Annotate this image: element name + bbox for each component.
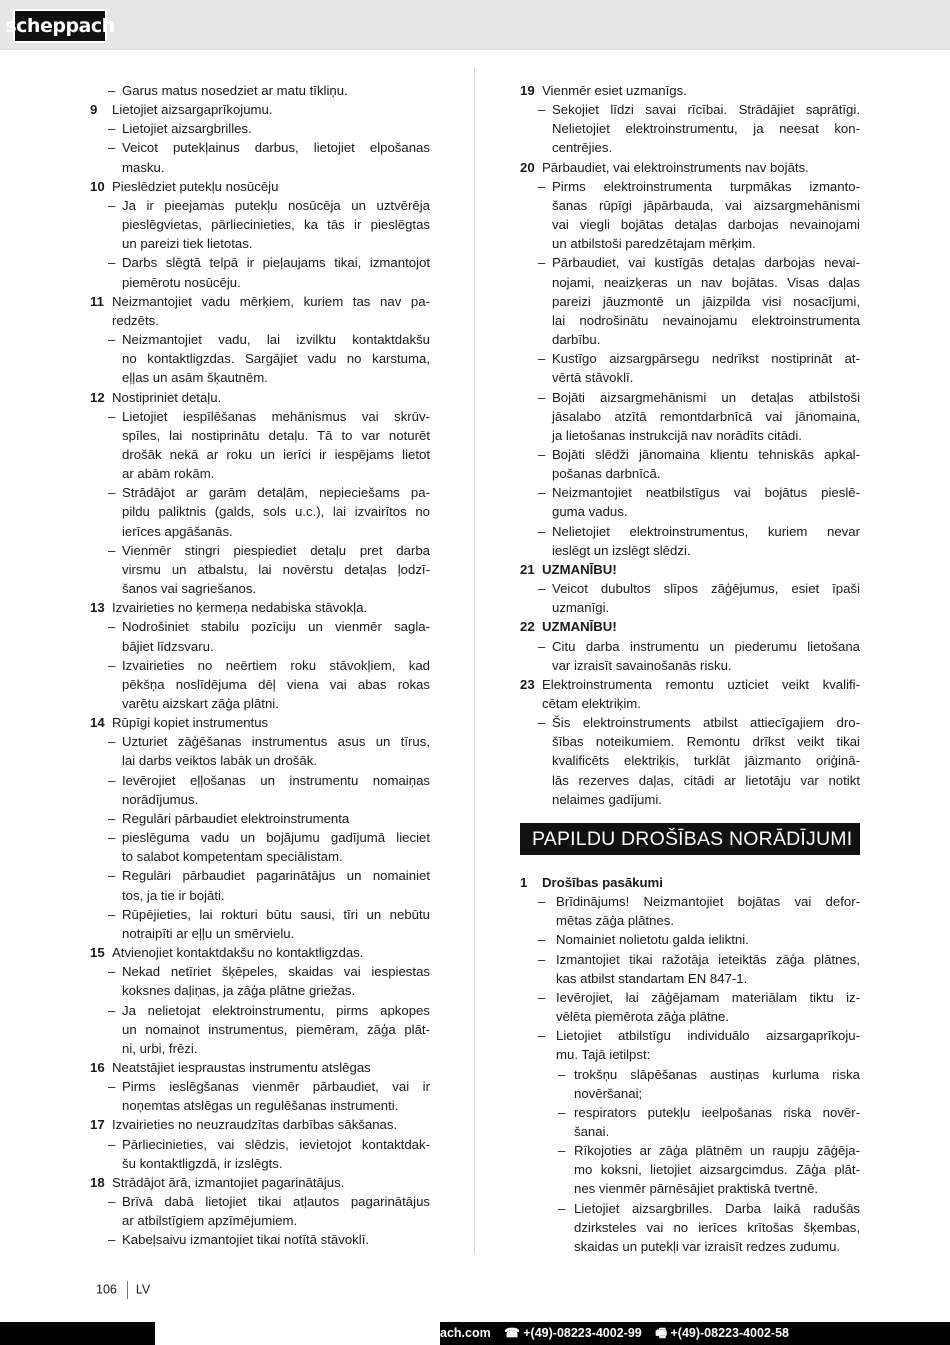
bullet-line: – Regulāri pārbaudiet elektroinstrumenta [90, 809, 430, 828]
text-line: šanai. [574, 1123, 610, 1139]
text-line: spīles, lai nostiprinātu detaļu. Tā to var noturēt [122, 427, 430, 443]
text-line: mo koksni, lietojiet aizsargcimdus. Zāģa plāt- [574, 1162, 860, 1178]
text-line: šanas rūpīgi jāpārbauda, vai aizsargmehānismi [552, 197, 860, 213]
bullet-line: – Strādājot ar garām detaļām, nepieciešams pa- [90, 483, 430, 502]
text-line: vēlēta piemērota zāģa plātne. [556, 1009, 730, 1025]
bullet-line: – Nelietojiet elektroinstrumentus, kuriem nevar [520, 522, 860, 541]
text-line: mu. Tajā ietilpst: [556, 1047, 651, 1063]
bullet-line: – Ievērojiet eļļošanas un instrumentu nomaiņas [90, 771, 430, 790]
item-number: 22 [520, 619, 535, 635]
bullet-line: – Veicot dubultos slīpos zāģējumus, esiet īpaši [520, 579, 860, 598]
item-number: 9 [90, 102, 98, 118]
text-line: novēršanai; [574, 1085, 643, 1101]
text-line: jāsalabo atzītā remontdarbnīcā vai jānomaina, [552, 408, 860, 424]
numbered-item [90, 1115, 430, 1134]
bullet-line: – respirators putekļu ieelpošanas riska novēr- [520, 1103, 860, 1122]
text-line: bājiet līdzsvaru. [122, 638, 214, 654]
text-line: pareizi jāuzmontē un jāizpilda visi nosacījumi, [552, 293, 860, 309]
text-line: norādījumus. [122, 791, 199, 807]
text-line: cētam elektriķim. [542, 696, 641, 711]
bullet-line: – Nomainiet nolietotu galda ieliktni. [520, 930, 860, 949]
text-line: pēkšņa noslīdējuma dēļ viena vai abas rokas [122, 676, 430, 692]
text-line: ierīces apgāšanās. [122, 523, 233, 539]
text-line: nes vienmēr pārnēsājiet praktiskā tvertnē. [574, 1181, 819, 1197]
item-text: Nostipriniet detaļu. [112, 389, 222, 405]
text-line: kvalificēts elektriķis, turklāt jāizmanto oriģinā- [552, 753, 860, 769]
bullet-line: – Neizmantojiet neatbilstīgus vai bojātus pieslē- [520, 483, 860, 502]
numbered-item [520, 873, 860, 892]
numbered-item [90, 292, 430, 311]
bullet-line: – Izmantojiet tikai ražotāja ieteiktās zāģa plātnes, [520, 950, 860, 969]
bullet-line: – Pārliecinieties, vai slēdzis, ievietojot kontaktdak- [90, 1135, 430, 1154]
item-text: Pārbaudiet, vai elektroinstruments nav bojāts. [542, 159, 809, 175]
item-text: Drošības pasākumi [542, 874, 663, 890]
bullet-line: – Ja ir pieejamas putekļu nosūcēja un uztvērēja [90, 196, 430, 215]
item-text: Vienmēr esiet uzmanīgs. [542, 83, 687, 98]
text-line: koksnes daļiņas, ja zāģa plātne griežas. [122, 983, 356, 999]
right-column-safety-measures [520, 873, 860, 1256]
brand-logo: scheppach [13, 9, 107, 43]
text-line: vērtā stāvoklī. [552, 370, 634, 386]
bullet-line: – Pirms ieslēgšanas vienmēr pārbaudiet, vai ir [90, 1077, 430, 1096]
bullet-line: – Kabeļsaivu izmantojiet tikai notītā stāvoklī. [90, 1230, 430, 1249]
contact-bar [0, 1322, 950, 1345]
bullet-line: – Rūpējieties, lai rokturi būtu sausi, tīri un nebūtu [90, 905, 430, 924]
bullet-line: – Regulāri pārbaudiet pagarinātājus un nomainiet [90, 866, 430, 885]
phone-number: ☎ +(49)-08223-4002-99 [504, 1326, 642, 1340]
text-line: uzmanīgi. [552, 600, 610, 616]
contact-info [440, 1322, 799, 1345]
numbered-item [90, 388, 430, 407]
left-column [90, 81, 430, 1250]
item-number: 13 [90, 600, 105, 616]
numbered-item [520, 560, 860, 579]
text-line: pošanas darbnīcā. [552, 466, 661, 482]
item-number: 19 [520, 83, 535, 98]
item-text: Atvienojiet kontaktdakšu no kontaktligzdas. [112, 945, 364, 961]
bullet-line: – Nodrošiniet stabilu pozīciju un vienmēr sagla- [90, 617, 430, 636]
item-number: 10 [90, 178, 105, 194]
text-line: šanos vai sagriešanos. [122, 581, 257, 597]
text-line: nelaimes gadījumi. [552, 791, 662, 807]
bullet-line: – Brīvā dabā lietojiet tikai atļautos pagarinātājus [90, 1192, 430, 1211]
numbered-item [520, 675, 860, 694]
bullet-line: – Izvairieties no neērtiem roku stāvokļiem, kad [90, 656, 430, 675]
fax-number: 🖷 +(49)-08223-4002-58 [655, 1326, 789, 1340]
numbered-item [520, 81, 860, 100]
bullet-line: – Pirms elektroinstrumenta turpmākas izmanto- [520, 177, 860, 196]
bullet-line: – pieslēguma vadu un bojājumu gadījumā lieciet [90, 828, 430, 847]
text-line: to salabot kompetentam speciālistam. [122, 849, 343, 865]
numbered-item [90, 598, 430, 617]
text-line: tos, ja tie ir bojāti. [122, 887, 225, 903]
item-text: UZMANĪBU! [542, 619, 617, 635]
text-line: lai nodrošinātu nevainojamu elektroinstrumenta [552, 312, 860, 328]
text-line: vai viegli bojātas detaļas darbojas nevainojami [552, 217, 860, 233]
page-number: 106 [96, 1282, 117, 1297]
item-text: UZMANĪBU! [542, 561, 617, 577]
bullet-line: – Rīkojoties ar zāģa plātnēm un raupju zāģēja- [520, 1141, 860, 1160]
text-line: Nelietojiet elektroinstrumentu, ja neesat kon- [552, 121, 860, 137]
text-line: redzēts. [112, 312, 159, 328]
numbered-item [90, 177, 430, 196]
text-line: un pareizi tiek lietotas. [122, 236, 253, 252]
text-line: lās rezerves daļas, citādi ar lietotāju var notikt [552, 772, 860, 788]
text-line: var izraisīt savainošanās risku. [552, 657, 732, 673]
text-line: eļļas un asām šķautnēm. [122, 370, 268, 386]
footer-separator [127, 1281, 128, 1299]
item-number: 1 [520, 874, 528, 890]
bullet-line: – Bojāti aizsargmehānismi un detaļas atbilstoši [520, 388, 860, 407]
bullet-line: – trokšņu slāpēšanas austiņas kurluma riska [520, 1065, 860, 1084]
text-line: ni, urbi, frēzi. [122, 1040, 198, 1056]
bullet-line: – Ievērojiet, lai zāģējamam materiālam tiktu iz- [520, 988, 860, 1007]
text-line: ja lietošanas instrukcijā nav norādīts citādi. [552, 427, 802, 443]
bullet-line: – Lietojiet aizsargbrilles. Darba laikā radušās [520, 1199, 860, 1218]
bullet-line: – Citu darba instrumentu un piederumu lietošana [520, 637, 860, 656]
bullet-line: – Vienmēr stingri piespiediet detaļu pret darba [90, 541, 430, 560]
bullet-line: – Kustīgo aizsargpārsegu nedrīkst nostiprināt at- [520, 349, 860, 368]
text-line: no kontaktligzdas. Sargājiet vadu no karstuma, [122, 351, 430, 367]
text-line: šības noteikumiem. Remontu drīkst veikt tikai [552, 734, 860, 750]
numbered-item [520, 617, 860, 636]
text-line: notraipīti ar eļļu un smērvielu. [122, 925, 295, 941]
item-number: 20 [520, 159, 535, 175]
item-number: 16 [90, 1059, 105, 1075]
right-column [520, 81, 860, 1256]
item-text: Neatstājiet iespraustas instrumentu atslēgas [112, 1059, 371, 1075]
bullet-line: – Uzturiet zāģēšanas instrumentus asus un tīrus, [90, 732, 430, 751]
numbered-item [90, 1173, 430, 1192]
column-divider [474, 68, 475, 1254]
bullet-line: – Ja nelietojat elektroinstrumentu, pirms apkopes [90, 1001, 430, 1020]
text-line: šu kontaktligzdā, ir izslēgts. [122, 1155, 283, 1171]
text-line: piemērotu nosūcēju. [122, 274, 241, 290]
bullet-line: – Neizmantojiet vadu, lai izvilktu kontaktdakšu [90, 330, 430, 349]
bullet-line: – Nekad netīriet šķēpeles, skaidas vai iespiestas [90, 962, 430, 981]
item-text: Elektroinstrumenta remontu uzticiet veikt kvalifi- [542, 676, 860, 692]
text-line: noņemtas atslēgas un regulēšanas instrumenti. [122, 1098, 399, 1114]
text-line: nojami, neaizķeras un nav bojātas. Visas daļas [552, 274, 860, 290]
text-line: centrējies. [552, 140, 613, 156]
text-line: guma vadus. [552, 504, 628, 520]
text-line: un nomainot instrumentus, piemēram, zāģa plāt- [122, 1021, 430, 1037]
bullet-line: – Brīdinājums! Neizmantojiet bojātas vai defor- [520, 892, 860, 911]
item-number: 21 [520, 561, 535, 577]
section-heading: PAPILDU DROŠĪBAS NORĀDĪJUMI [520, 823, 860, 855]
bullet-line: – Sekojiet līdzi savai rīcībai. Strādājiet saprātīgi. [520, 100, 860, 119]
text-line: ar abām rokām. [122, 466, 215, 482]
item-text: Pieslēdziet putekļu nosūcēju [112, 178, 279, 194]
numbered-item [90, 943, 430, 962]
bullet-line: – Bojāti slēdži jānomaina klientu tehniskās apkal- [520, 445, 860, 464]
item-number: 14 [90, 715, 105, 731]
language-code: LV [135, 1282, 151, 1297]
text-line: varētu aizskart zāģa plātni. [122, 696, 279, 711]
numbered-item [520, 158, 860, 177]
bullet-line: – Lietojiet atbilstīgu individuālo aizsargaprīkoju- [520, 1026, 860, 1045]
text-line: dzirksteles vai no ierīces krītošas šķembas, [574, 1219, 860, 1235]
bullet-line: – Lietojiet aizsargbrilles. [90, 119, 430, 138]
bullet-line: – Garus matus nosedziet ar matu tīkliņu. [90, 81, 430, 100]
bullet-line: – Lietojiet iespīlēšanas mehānismus vai skrūv- [90, 407, 430, 426]
item-number: 18 [90, 1174, 105, 1190]
text-line: lai darbs veiktos labāk un drošāk. [122, 753, 317, 769]
numbered-item [90, 713, 430, 732]
text-line: un atbilstoši paredzētajam mērķim. [552, 236, 756, 252]
text-line: drošāk nekā ar roku un ierīci ir iespējams lietot [122, 446, 430, 462]
bullet-line: – Pārbaudiet, vai kustīgās detaļas darbojas nevai- [520, 253, 860, 272]
item-text: Rūpīgi kopiet instrumentus [112, 715, 269, 731]
text-line: skaidas un putekļi var izraisīt redzes zudumu. [574, 1238, 841, 1254]
bullet-line: – Darbs slēgtā telpā ir pieļaujams tikai, izmantojot [90, 253, 430, 272]
text-line: pieslēgvietas, pārliecinieties, ka tās ir pieslēgtas [122, 217, 430, 233]
item-number: 12 [90, 389, 105, 405]
item-text: Strādājot ārā, izmantojiet pagarinātājus. [112, 1174, 345, 1190]
text-line: darbību. [552, 332, 601, 348]
item-text: Izvairieties no neuzraudzītas darbības sākšanas. [112, 1117, 398, 1133]
text-line: masku. [122, 159, 165, 175]
item-number: 11 [90, 293, 104, 309]
item-text: Lietojiet aizsargaprīkojumu. [112, 102, 273, 118]
item-number: 23 [520, 676, 535, 692]
bullet-line: – Šis elektroinstruments atbilst attiecīgajiem dro- [520, 713, 860, 732]
text-line: virsmu un atbalstu, lai novērstu detaļas ļodzī- [122, 561, 430, 577]
contact-bar-white-block [155, 1322, 440, 1345]
text-line: pildu paliktnis (galds, sols u.c.), lai izvairītos no [122, 504, 430, 520]
text-line: kas atbilst standartam EN 847-1. [556, 970, 748, 986]
website-text: ach.com [440, 1326, 491, 1340]
bullet-line: – Veicot putekļainus darbus, lietojiet elpošanas [90, 138, 430, 157]
item-text: Neizmantojiet vadu mērķiem, kuriem tas nav pa- [112, 293, 430, 309]
item-text: Izvairieties no ķermeņa nedabiska stāvokļa. [112, 600, 368, 616]
right-column-instructions [520, 81, 860, 809]
text-line: ar atbilstīgiem apzīmējumiem. [122, 1213, 298, 1229]
item-number: 15 [90, 945, 105, 961]
text-line: mētas zāģa plātnes. [556, 913, 675, 929]
item-number: 17 [90, 1117, 105, 1133]
page-footer [96, 1281, 150, 1299]
header-bar [0, 0, 950, 50]
text-line: ieslēgt un izslēgt slēdzi. [552, 542, 691, 558]
numbered-item [90, 1058, 430, 1077]
numbered-item [90, 100, 430, 119]
